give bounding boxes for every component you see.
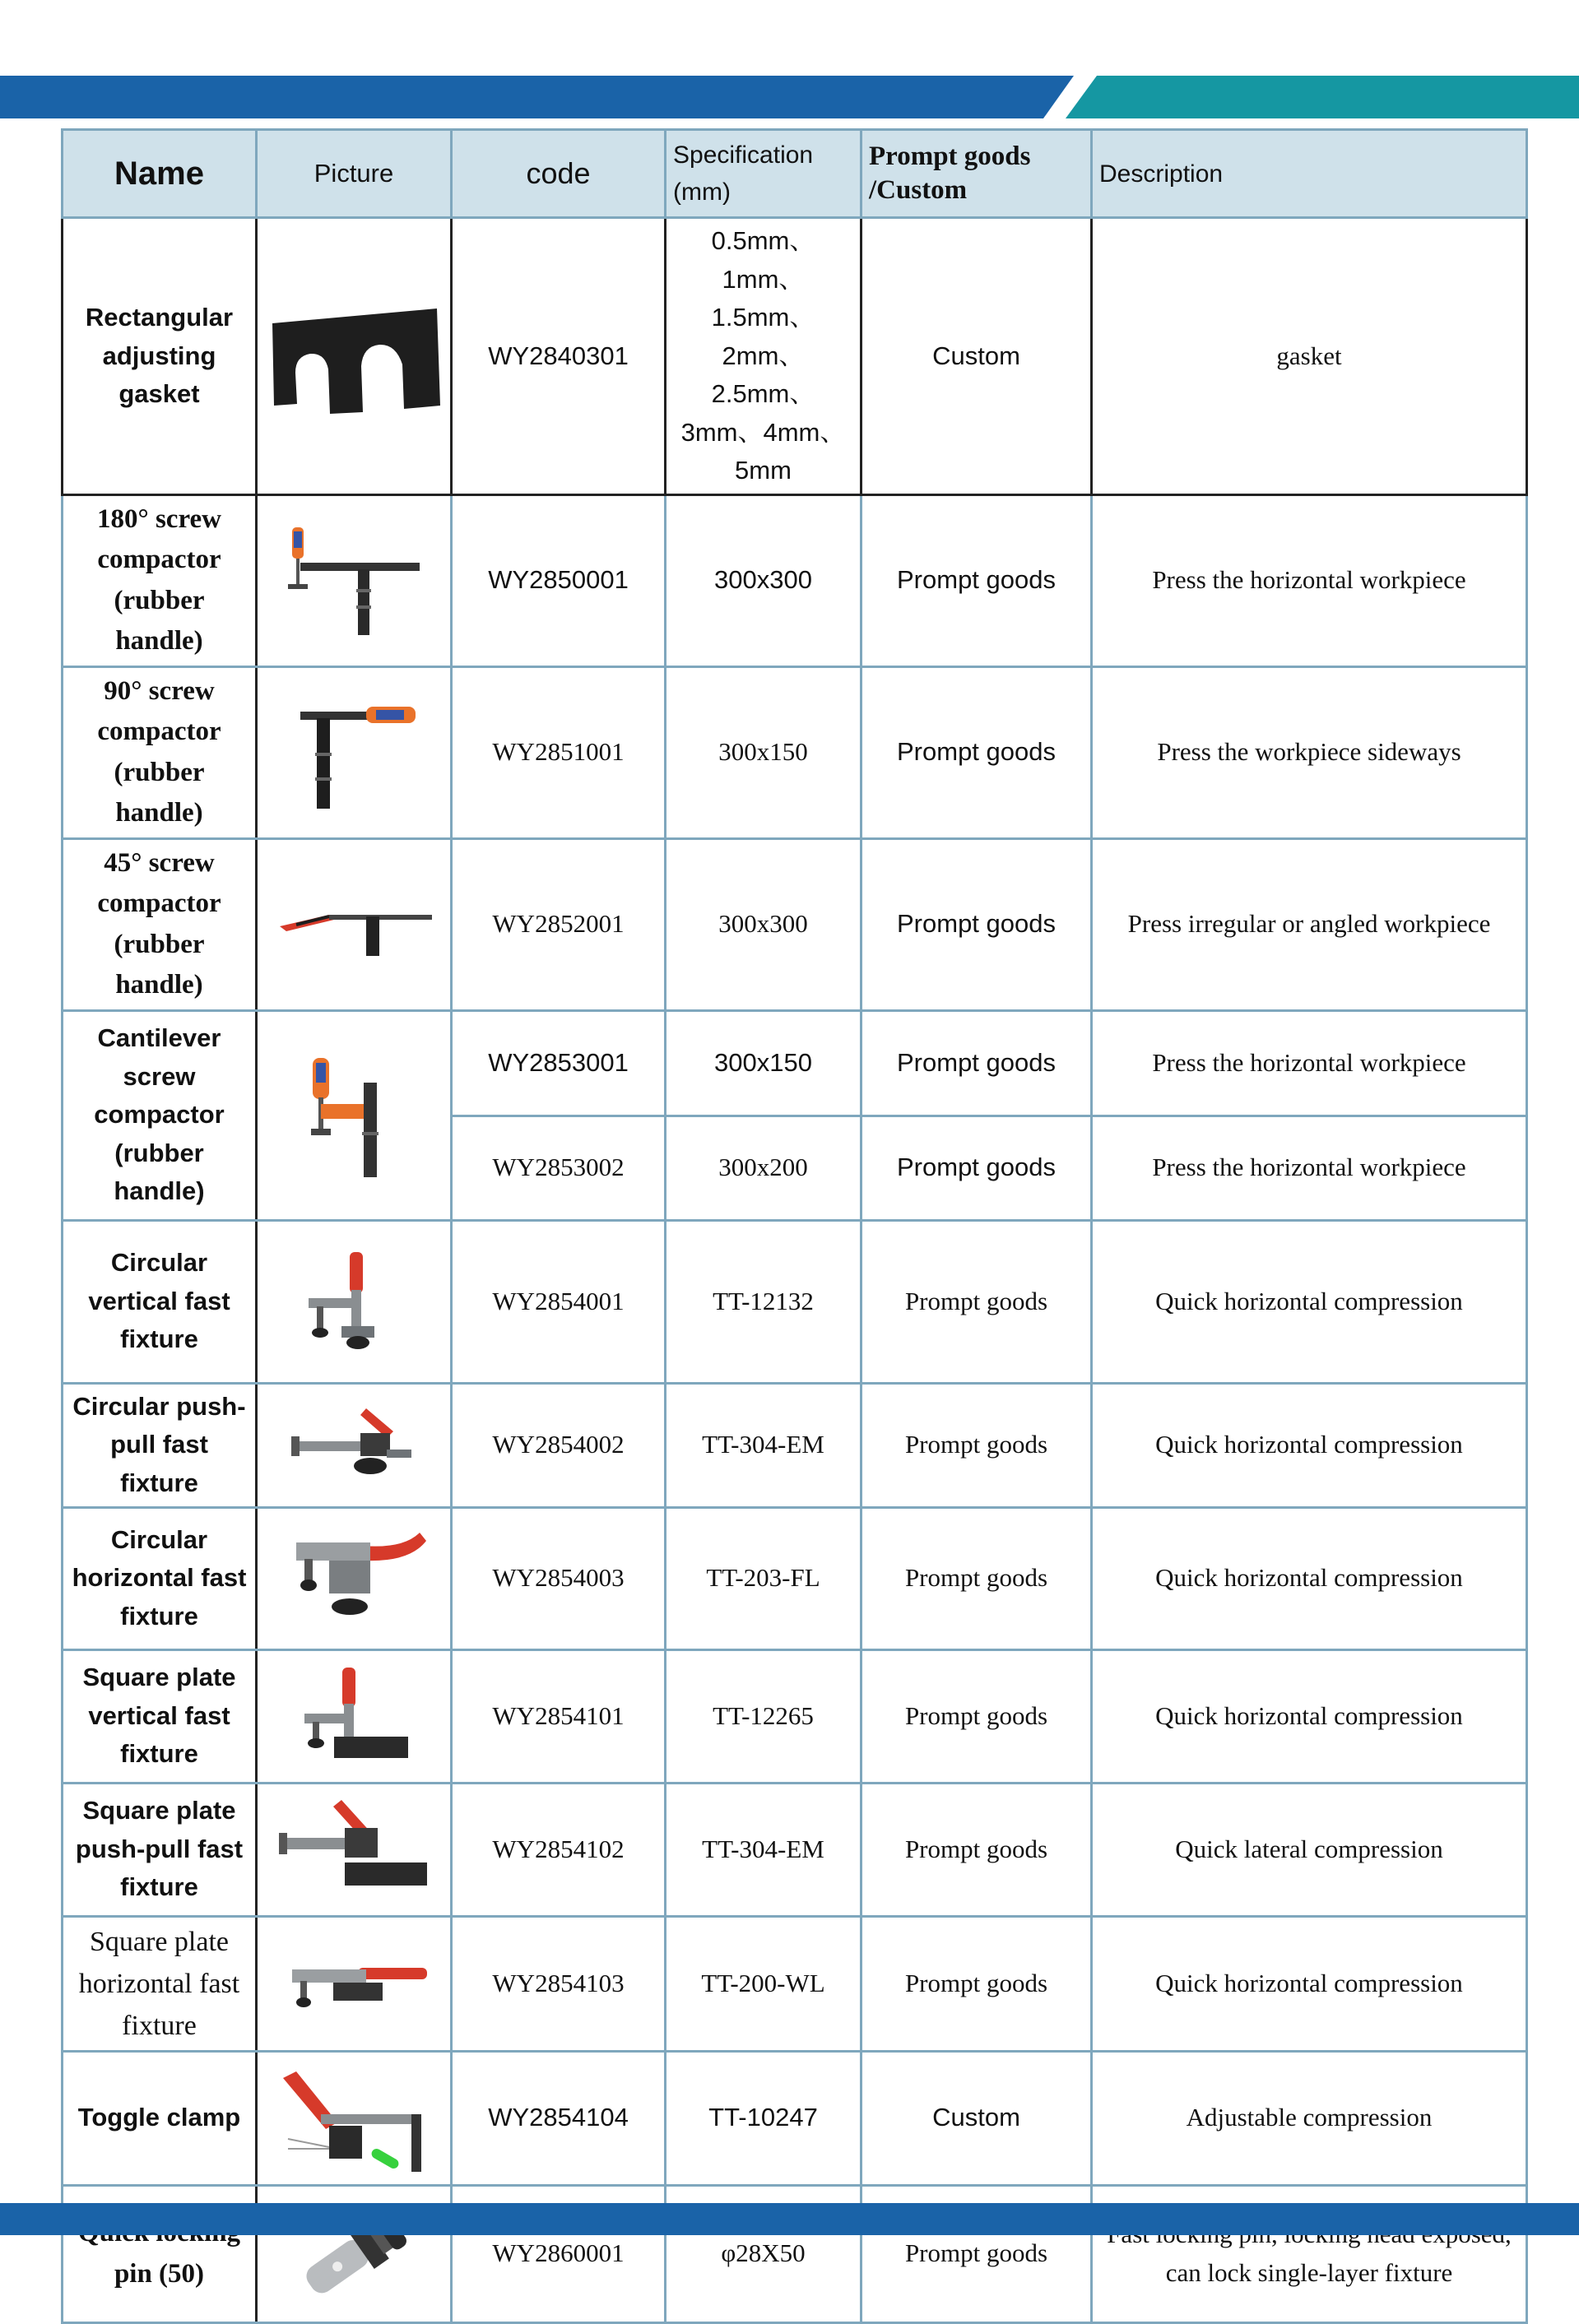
row-type: Prompt goods <box>861 2185 1092 2322</box>
row-description: Quick horizontal compression <box>1092 1649 1527 1783</box>
row-type: Prompt goods <box>861 494 1092 666</box>
row-type: Custom <box>861 218 1092 495</box>
table-row <box>63 838 1527 1010</box>
row-code: WY2840301 <box>452 218 666 495</box>
row-name: 90° screw compactor (rubber handle) <box>63 666 257 838</box>
row-code: WY2851001 <box>452 666 666 838</box>
row-code: WY2853001 <box>452 1010 666 1116</box>
row-type: Prompt goods <box>861 1116 1092 1220</box>
row-name: Circular horizontal fast fixture <box>63 1507 257 1649</box>
table-row <box>63 1649 1527 1783</box>
row-code: WY2850001 <box>452 494 666 666</box>
table-row <box>63 2051 1527 2185</box>
row-name: Square plate horizontal fast fixture <box>63 1916 257 2051</box>
row-spec: 300x150 <box>666 1010 861 1116</box>
row-description: can lock single-layer fixture <box>1092 2185 1527 2322</box>
row-picture <box>257 218 452 495</box>
vertical-clamp-icon <box>292 1244 416 1359</box>
table-row <box>63 1010 1527 1116</box>
row-type: Prompt goods <box>861 1010 1092 1116</box>
row-description: Press irregular or angled workpiece <box>1092 838 1527 1010</box>
row-picture <box>257 1916 452 2051</box>
row-spec: TT-12132 <box>666 1220 861 1383</box>
header-spec-line1: Specification <box>673 141 814 169</box>
table-row <box>63 666 1527 838</box>
row-picture <box>257 666 452 838</box>
row-spec: TT-304-EM <box>666 1783 861 1916</box>
row-type: Prompt goods <box>861 1783 1092 1916</box>
header-code: code <box>452 130 666 218</box>
screw-compactor-90-icon <box>284 695 424 810</box>
header-type-line2: /Custom <box>869 175 968 205</box>
table-row <box>63 1916 1527 2051</box>
row-spec: 300x200 <box>666 1116 861 1220</box>
row-spec: TT-10247 <box>666 2051 861 2185</box>
footer-band <box>0 2203 1579 2235</box>
row-code: WY2854101 <box>452 1649 666 1783</box>
row-type: Prompt goods <box>861 1916 1092 2051</box>
row-name: Square plate vertical fast fixture <box>63 1649 257 1783</box>
row-name: Square plate push-pull fast fixture <box>63 1783 257 1916</box>
table-row <box>63 1507 1527 1649</box>
row-spec: φ28X50 <box>666 2185 861 2322</box>
product-table <box>61 128 1528 2324</box>
row-type: Prompt goods <box>861 1649 1092 1783</box>
row-code: WY2860001 <box>452 2185 666 2322</box>
row-name: 180° screw compactor (rubber handle) <box>63 494 257 666</box>
row-spec: 300x150 <box>666 666 861 838</box>
row-name: Toggle clamp <box>63 2051 257 2185</box>
row-spec: TT-203-FL <box>666 1507 861 1649</box>
row-description: Press the horizontal workpiece <box>1092 494 1527 666</box>
row-picture <box>257 1010 452 1220</box>
row-description: Press the horizontal workpiece <box>1092 1116 1527 1220</box>
row-spec: 300x300 <box>666 494 861 666</box>
row-code: WY2854103 <box>452 1916 666 2051</box>
row-code: WY2854002 <box>452 1383 666 1507</box>
row-description: Quick horizontal compression <box>1092 1383 1527 1507</box>
row-picture <box>257 1220 452 1383</box>
row-description: Quick horizontal compression <box>1092 1507 1527 1649</box>
screw-compactor-180-icon <box>284 523 424 638</box>
row-name: pin (50) <box>63 2185 257 2322</box>
horizontal-clamp-icon <box>280 1521 428 1636</box>
row-picture <box>257 1649 452 1783</box>
row-spec: 0.5mm、1mm、1.5mm、2mm、2.5mm、3mm、4mm、5mm <box>666 218 861 495</box>
square-horizontal-clamp-icon <box>276 1938 432 2029</box>
table-row <box>63 494 1527 666</box>
row-description: Quick lateral compression <box>1092 1783 1527 1916</box>
row-description: Adjustable compression <box>1092 2051 1527 2185</box>
header-band <box>0 76 1579 118</box>
row-code: WY2854003 <box>452 1507 666 1649</box>
square-push-pull-clamp-icon <box>276 1792 432 1907</box>
square-vertical-clamp-icon <box>288 1663 420 1770</box>
row-picture <box>257 2051 452 2185</box>
row-description: Press the workpiece sideways <box>1092 666 1527 838</box>
row-picture <box>257 838 452 1010</box>
row-description: gasket <box>1092 218 1527 495</box>
screw-compactor-45-icon <box>272 875 436 974</box>
row-spec: 300x300 <box>666 838 861 1010</box>
row-name: Circular vertical fast fixture <box>63 1220 257 1383</box>
header-type-line1: Prompt goods <box>869 141 1031 171</box>
header-description: Description <box>1092 130 1527 218</box>
table-header-row <box>63 130 1527 218</box>
row-code: WY2854001 <box>452 1220 666 1383</box>
row-spec: TT-200-WL <box>666 1916 861 2051</box>
header-picture: Picture <box>257 130 452 218</box>
push-pull-clamp-icon <box>288 1400 420 1491</box>
row-code: WY2853002 <box>452 1116 666 1220</box>
header-specification <box>666 130 861 218</box>
row-spec: TT-304-EM <box>666 1383 861 1507</box>
row-type: Prompt goods <box>861 838 1092 1010</box>
row-code: WY2854102 <box>452 1783 666 1916</box>
header-name: Name <box>63 130 257 218</box>
header-prompt-custom <box>861 130 1092 218</box>
row-type: Custom <box>861 2051 1092 2185</box>
toggle-clamp-icon <box>272 2057 436 2180</box>
row-picture <box>257 1383 452 1507</box>
row-type: Prompt goods <box>861 1507 1092 1649</box>
row-name: Cantilever screw compactor (rubber handle) <box>63 1010 257 1220</box>
row-name: Circular push-pull fast fixture <box>63 1383 257 1507</box>
row-picture <box>257 494 452 666</box>
row-type: Prompt goods <box>861 666 1092 838</box>
gasket-icon <box>264 299 445 414</box>
row-type: Prompt goods <box>861 1220 1092 1383</box>
row-description: Press the horizontal workpiece <box>1092 1010 1527 1116</box>
table-row <box>63 218 1527 495</box>
row-description: Quick horizontal compression <box>1092 1916 1527 2051</box>
table-row <box>63 1220 1527 1383</box>
row-code: WY2852001 <box>452 838 666 1010</box>
row-picture <box>257 1783 452 1916</box>
row-name: Rectangular adjusting gasket <box>63 218 257 495</box>
cantilever-compactor-icon <box>296 1050 411 1181</box>
row-picture <box>257 1507 452 1649</box>
row-type: Prompt goods <box>861 1383 1092 1507</box>
row-name: 45° screw compactor (rubber handle) <box>63 838 257 1010</box>
table-row <box>63 1783 1527 1916</box>
header-spec-line2: (mm) <box>673 179 731 206</box>
row-code: WY2854104 <box>452 2051 666 2185</box>
row-spec: TT-12265 <box>666 1649 861 1783</box>
row-description: Quick horizontal compression <box>1092 1220 1527 1383</box>
table-row <box>63 1383 1527 1507</box>
